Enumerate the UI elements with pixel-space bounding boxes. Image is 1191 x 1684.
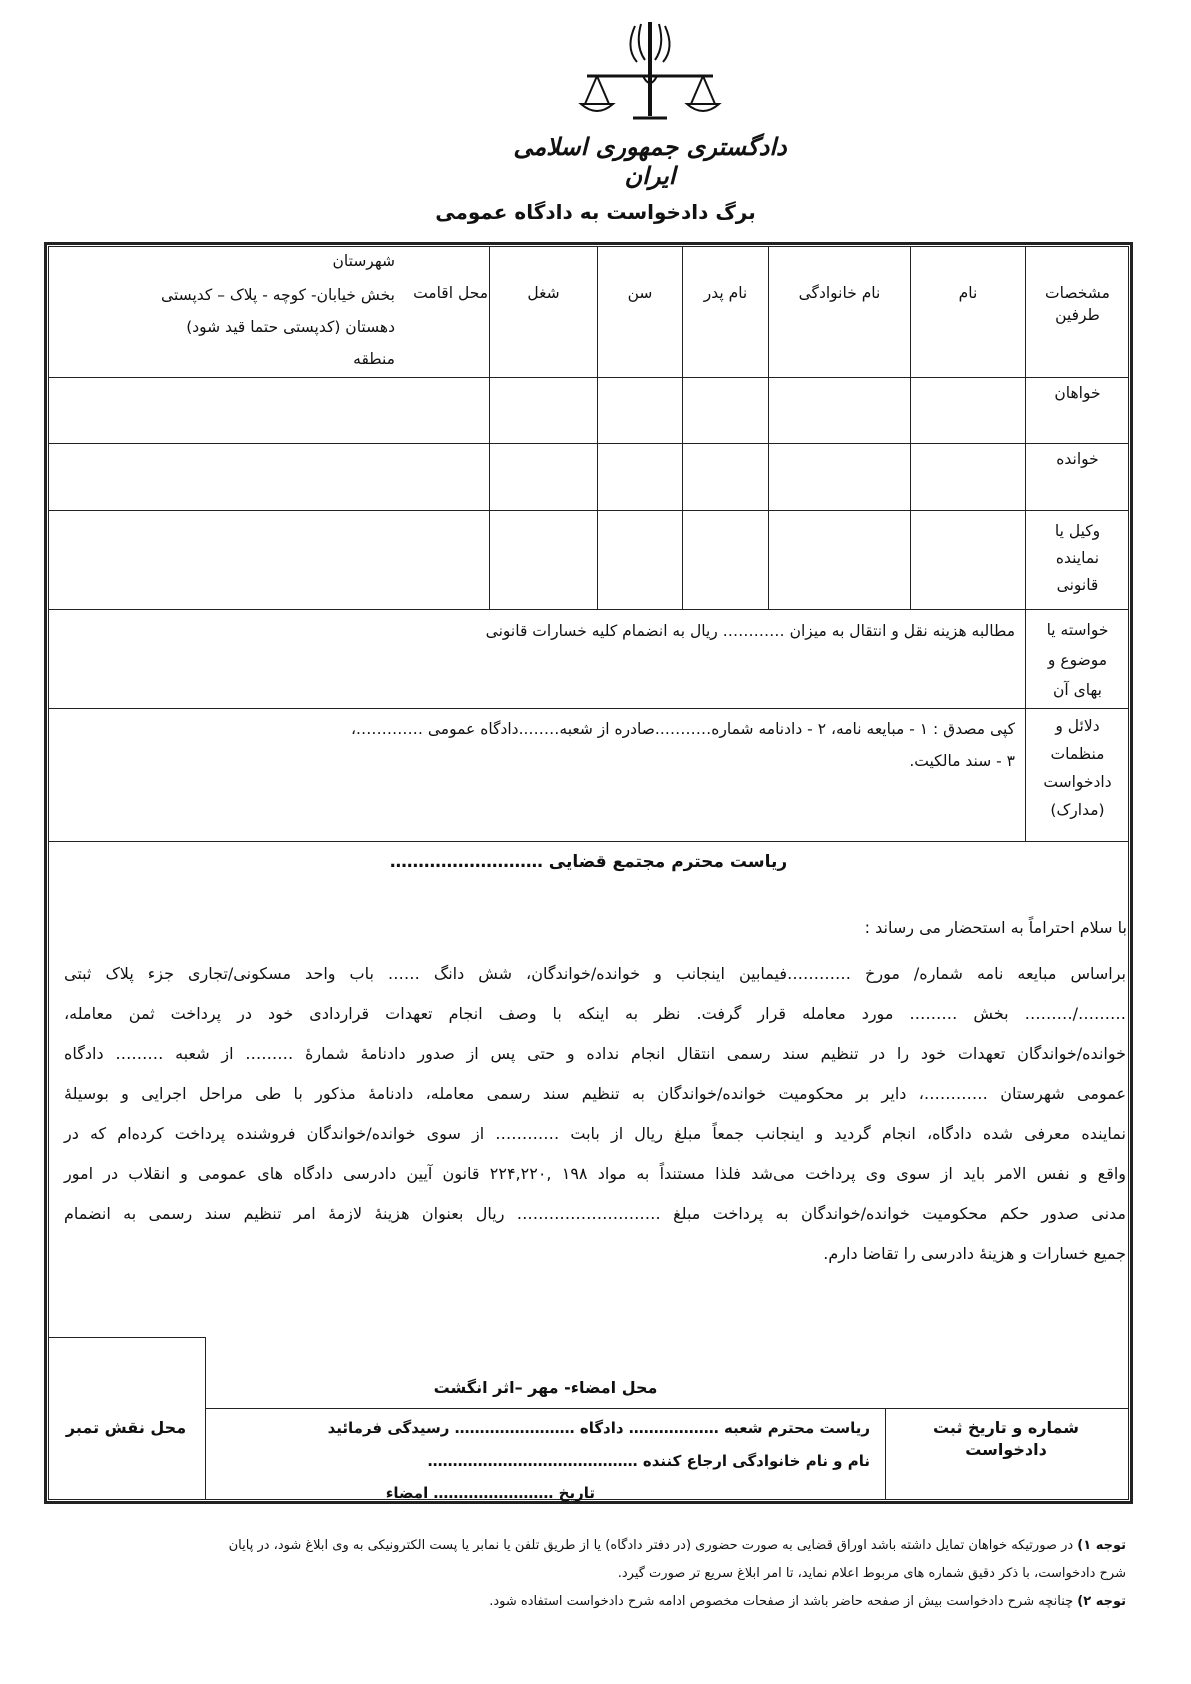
header-residence: محل اقامت bbox=[413, 284, 488, 302]
header-last-name: نام خانوادگی bbox=[798, 284, 881, 302]
grid-line bbox=[48, 609, 1129, 610]
header-residence-details: شهرستان بخش خیابان- کوچه - پلاک – کدپستی دهستان (کدپستی حتما قید شود) منطقه bbox=[161, 252, 395, 368]
form-inner-border bbox=[48, 246, 1129, 1500]
referrer-line: نام و نام خانوادگی ارجاع کننده …………………………………… bbox=[427, 1452, 870, 1470]
grid-line bbox=[205, 1337, 206, 1500]
header-age: سن bbox=[627, 284, 653, 302]
petition-line: نماینده معرفی شده دادگاه، انجام گردید و اینجانب جمعاً مبلغ ریال از بابت ………… از سوی خوانده/خواندگان فروشنده پرداخت کرده‌ام که در bbox=[64, 1124, 1126, 1143]
grid-line bbox=[48, 708, 1129, 709]
petition-greeting: با سلام احتراماً به استحضار می رساند : bbox=[864, 918, 1127, 937]
petition-line: واقع و نفس الامر باید از سوی وی پرداخت می‌شد فلذا مستنداً به مواد ۱۹۸ ,۲۲۴,۲۲۰ قانون آیین دادرسی دادگاه های عمومی و انقلاب در امور bbox=[64, 1164, 1127, 1183]
evidence-text: کپی مصدق : ۱ - مبایعه نامه، ۲ - دادنامه شماره………..صادره از شعبه……..دادگاه عمومی ………….، ۳ - سند مالکیت. bbox=[351, 720, 1015, 770]
header-first-name: نام bbox=[958, 284, 978, 302]
stamp-place: محل نقش تمبر bbox=[65, 1418, 187, 1437]
grid-line bbox=[48, 1337, 206, 1338]
petition-salutation: ریاست محترم مجتمع قضایی ……………………… bbox=[389, 852, 788, 872]
grid-line bbox=[48, 841, 1129, 842]
petition-line: مدنی صدور حکم محکومیت خوانده/خواندگان به پرداخت مبلغ ……………………… ریال بعنوان هزینۀ لازمۀ امر تنظیم سند رسمی به انضمام bbox=[64, 1204, 1126, 1223]
grid-line bbox=[48, 443, 1129, 444]
evidence-label: دلائل و منظمات دادخواست (مدارک) bbox=[1043, 717, 1112, 819]
grid-line bbox=[48, 377, 1129, 378]
grid-line bbox=[885, 1408, 886, 1500]
header-father-name: نام پدر bbox=[703, 284, 748, 302]
judiciary-caption: دادگستری جمهوری اسلامی ایران bbox=[513, 132, 787, 190]
row-defendant: خوانده bbox=[1056, 450, 1099, 468]
form-title: برگ دادخواست به دادگاه عمومی bbox=[435, 200, 756, 224]
row-plaintiff: خواهان bbox=[1054, 384, 1101, 402]
claim-text: مطالبه هزینه نقل و انتقال به میزان ………… ریال به انضمام کلیه خسارات قانونی bbox=[485, 622, 1015, 640]
grid-line bbox=[48, 510, 1129, 511]
petition-line: ………/……… بخش ……… مورد معامله قرار گرفت. نظر به اینکه با وصف انجام تعهدات قراردادی خود در پرداخت ثمن معامله، bbox=[64, 1004, 1126, 1023]
note-1-continued: شرح دادخواست، با ذکر دقیق شماره های مربوط اعلام نماید، تا امر ابلاغ سریع تر صورت گیرد. bbox=[617, 1566, 1126, 1581]
petition-line: براساس مبایعه نامه شماره/ مورخ …………فیمابین اینجانب و خوانده/خواندگان، شش دانگ …… باب واحد مسکونی/تجاری جزء پلاک ثبتی bbox=[64, 964, 1126, 983]
registration-number-date: شماره و تاریخ ثبت دادخواست bbox=[932, 1418, 1080, 1459]
petition-line: خوانده/خواندگان تعهدات خود را در تنظیم سند رسمی انتقال انجام نداده و حتی پس از صدور دادنامۀ شمارۀ ……… از شعبه ……… دادگاه bbox=[64, 1044, 1126, 1063]
petition-line: عمومی شهرستان …………، دایر بر محکومیت خوانده/خواندگان به تنظیم سند رسمی معامله، دادنامۀ مذکور با طی مراحل اجرایی و بوسیلۀ bbox=[64, 1084, 1126, 1103]
header-specs: مشخصات طرفین bbox=[1045, 284, 1110, 324]
note-2: توجه ۲) چنانچه شرح دادخواست بیش از صفحه حاضر باشد از صفحات مخصوص ادامه شرح دادخواست استفاده شود. bbox=[489, 1594, 1126, 1609]
signature-place: محل امضاء- مهر –اثر انگشت bbox=[433, 1378, 658, 1397]
claim-label: خواسته یا موضوع و بهای آن bbox=[1046, 621, 1109, 699]
grid-line bbox=[205, 1408, 1129, 1409]
iran-judiciary-emblem-icon bbox=[575, 18, 725, 123]
row-lawyer: وکیل یا نماینده قانونی bbox=[1054, 522, 1101, 594]
petition-line: جمیع خسارات و هزینۀ دادرسی را تقاضا دارم. bbox=[823, 1244, 1126, 1263]
note-1: توجه ۱) در صورتیکه خواهان تمایل داشته باشد اوراق قضایی به صورت حضوری (در دفتر دادگاه) یا از طریق تلفن یا نمابر یا پست الکترونیکی به وی ابلاغ شود، در پایان bbox=[228, 1538, 1126, 1553]
branch-line: ریاست محترم شعبه ……………… دادگاه …………………… رسیدگی فرمائید bbox=[327, 1419, 870, 1437]
header-job: شغل bbox=[527, 284, 560, 302]
date-signature-line: تاریخ …………………… امضاء bbox=[385, 1484, 595, 1502]
